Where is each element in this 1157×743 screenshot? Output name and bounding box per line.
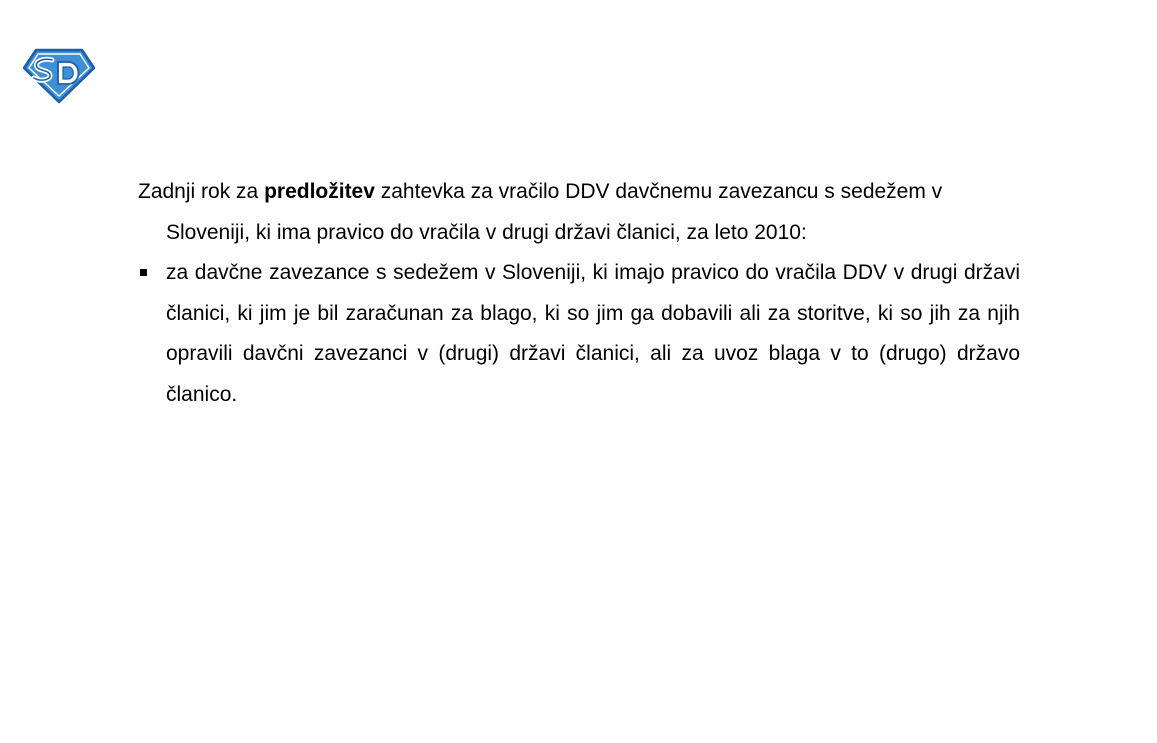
intro-text-end: zahtevka za vračilo DDV davčnemu zavezancu s sedežem v Sloveniji, ki ima pravico do vračila v drugi državi članici, za leto 2010:: [166, 180, 943, 244]
sd-shield-logo-icon: [22, 48, 96, 104]
document-body: [138, 172, 1020, 415]
bullet-item: [138, 253, 1020, 415]
intro-paragraph: [138, 172, 1020, 253]
square-bullet-icon: [140, 269, 147, 276]
bullet-list: [138, 253, 1020, 415]
company-logo: [22, 48, 96, 104]
intro-bold-term: predložitev: [264, 180, 375, 203]
bullet-text: za davčne zavezance s sedežem v Sloveniji, ki imajo pravico do vračila DDV v drugi državi članici, ki jim je bil zaračunan za blago, ki so jim ga dobavili ali za storitve, ki so jih za njih opravili davčni zavezanci v (drugi) državi članici, ali za uvoz blaga v to (drugo) državo članico.: [166, 261, 1020, 406]
intro-text-start: Zadnji rok za: [138, 180, 265, 203]
